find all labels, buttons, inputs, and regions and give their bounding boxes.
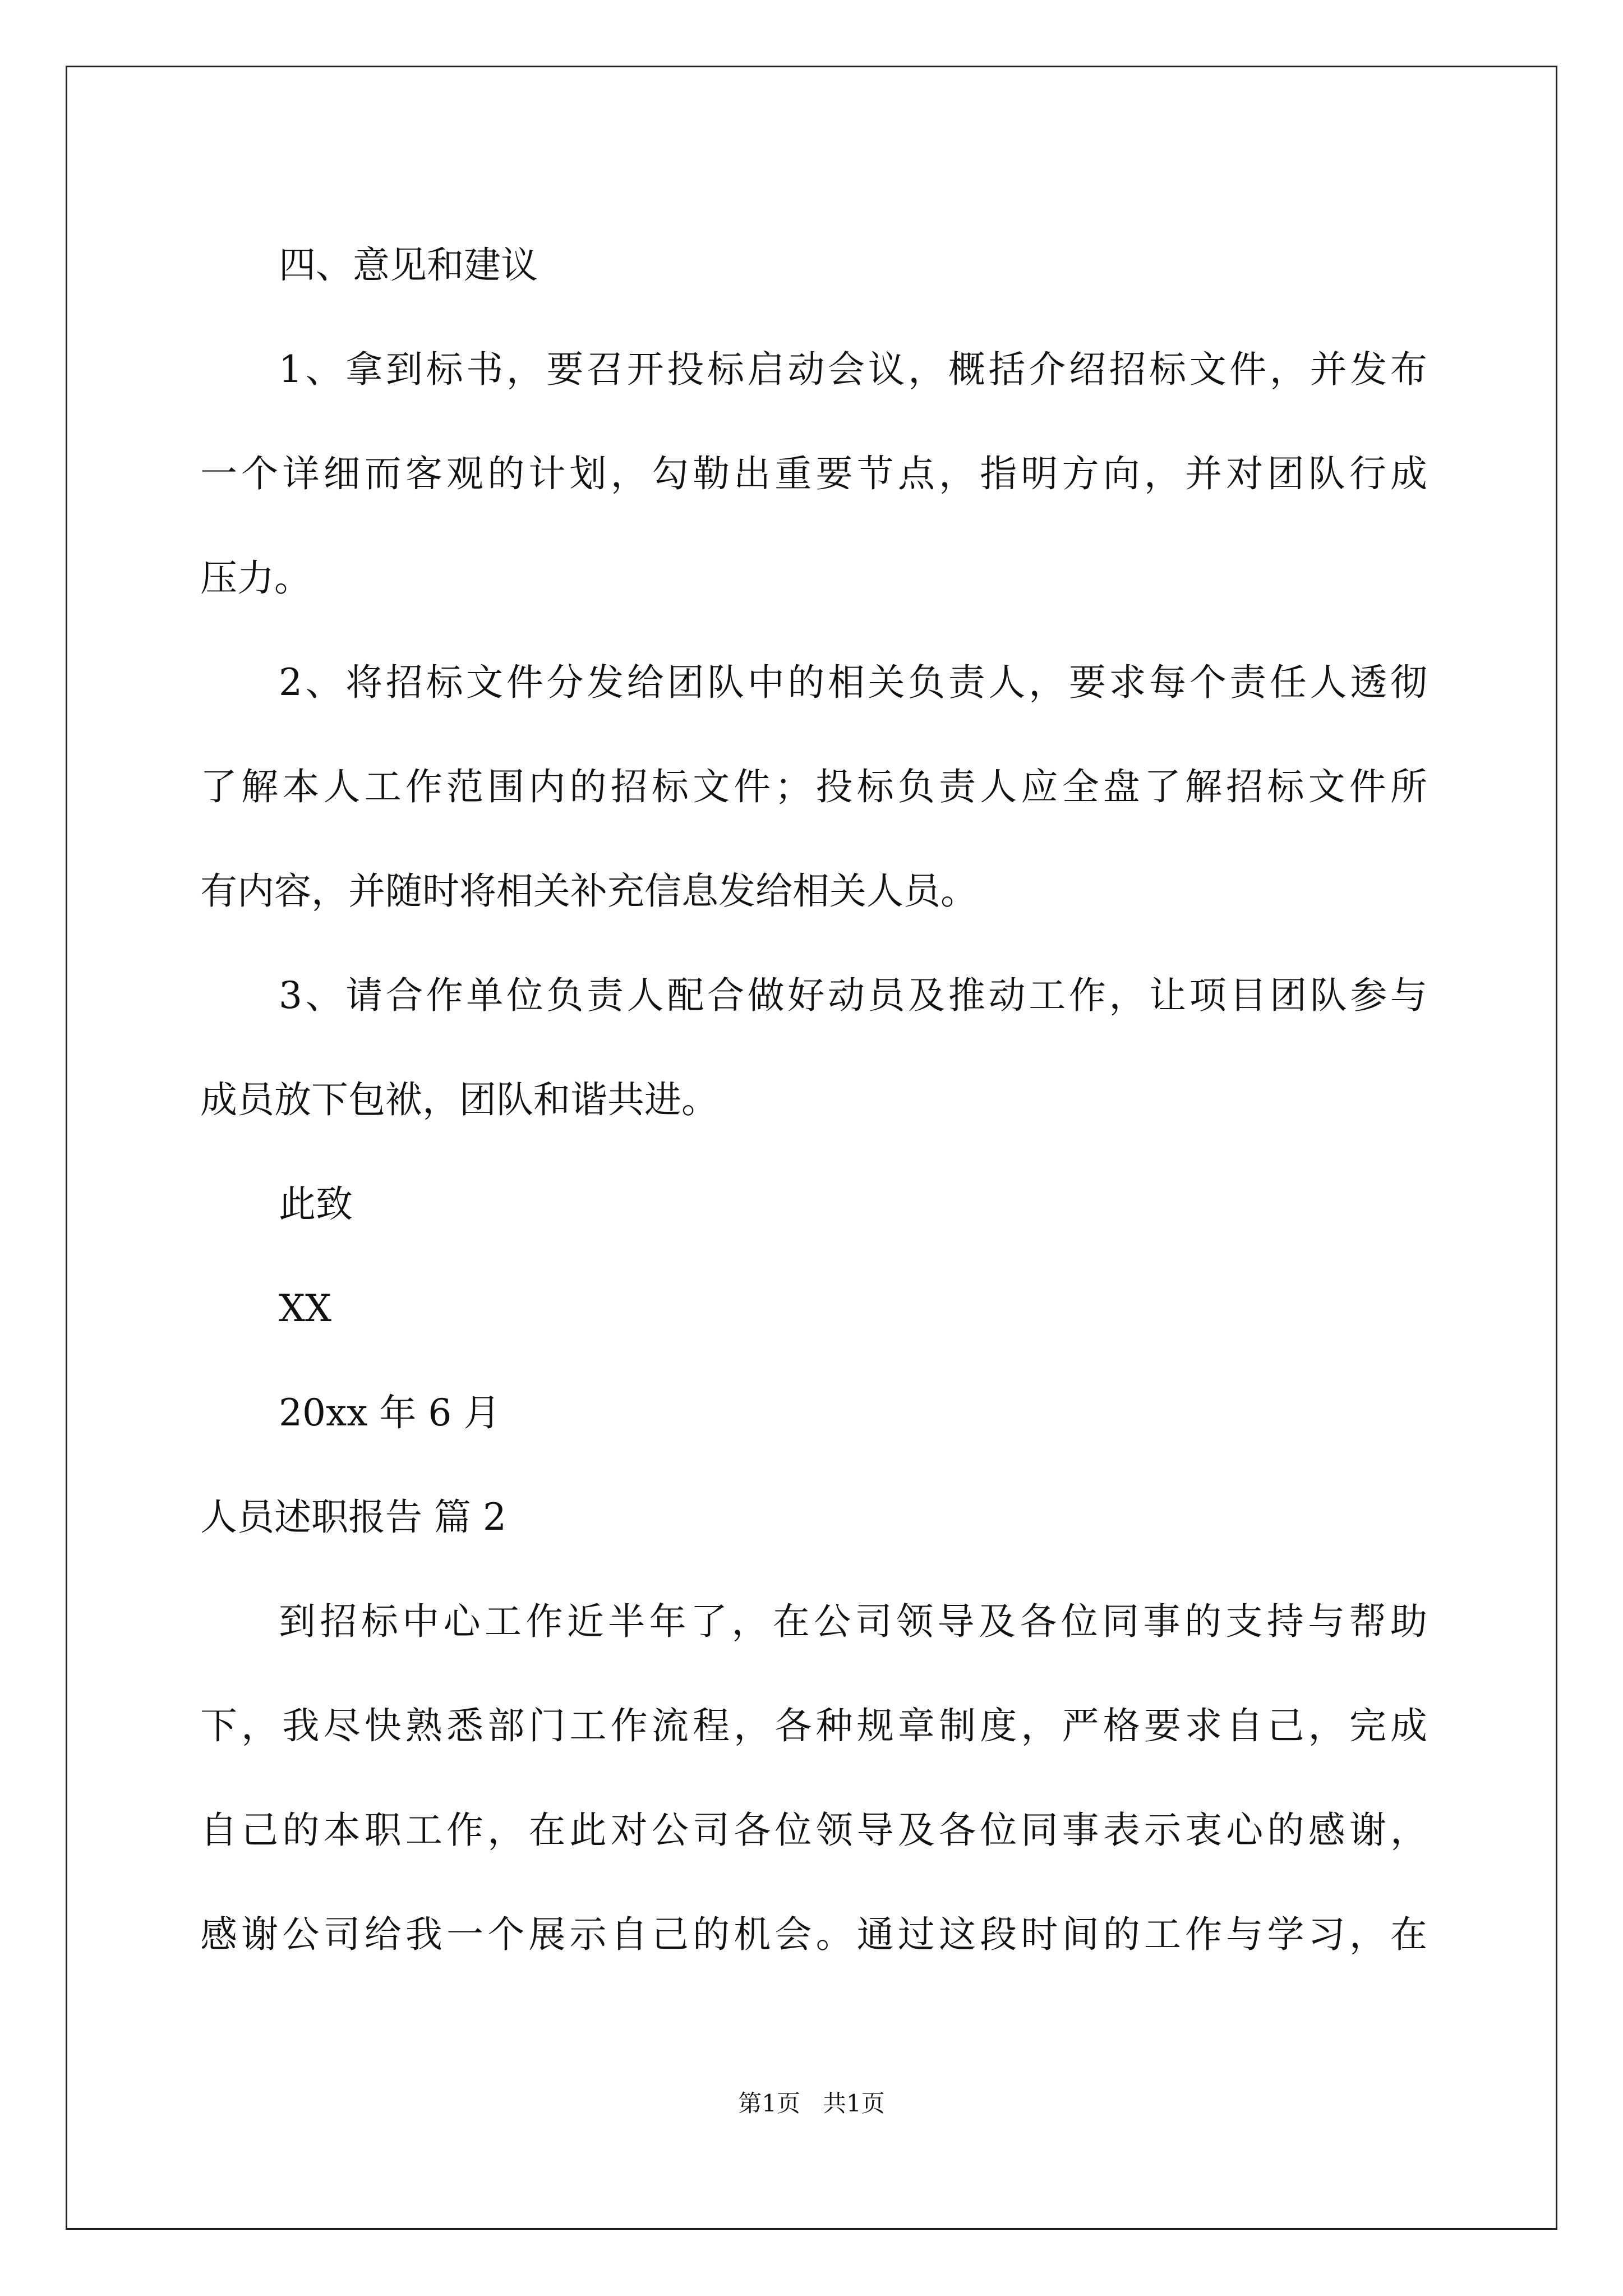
text-line: 下，我尽快熟悉部门工作流程，各种规章制度，严格要求自己，完成 <box>200 1704 1427 1747</box>
text-line: 一个详细而客观的计划，勾勒出重要节点，指明方向，并对团队行成 <box>200 452 1427 495</box>
text-line: 感谢公司给我一个展示自己的机会。通过这段时间的工作与学习，在 <box>200 1913 1427 1956</box>
text-line: 到招标中心工作近半年了，在公司领导及各位同事的支持与帮助 <box>279 1600 1427 1643</box>
page-number: 第1页 <box>738 2090 800 2117</box>
text-line: 20xx 年 6 月 <box>279 1391 501 1434</box>
document-body <box>200 213 1427 1987</box>
text-line: 成员放下包袱，团队和谐共进。 <box>200 1078 718 1121</box>
text-line: 有内容，并随时将相关补充信息发给相关人员。 <box>200 869 978 913</box>
text-line: 压力。 <box>200 556 311 600</box>
text-line: 3、请合作单位负责人配合做好动员及推动工作，让项目团队参与 <box>279 974 1427 1017</box>
page-total: 共1页 <box>823 2090 885 2117</box>
text-line: 1、拿到标书，要召开投标启动会议，概括介绍招标文件，并发布 <box>279 348 1427 391</box>
text-line: 四、意见和建议 <box>279 243 538 287</box>
text-line: 2、将招标文件分发给团队中的相关负责人，要求每个责任人透彻 <box>279 661 1427 704</box>
page-footer <box>0 2087 1623 2120</box>
text-line: 了解本人工作范围内的招标文件；投标负责人应全盘了解招标文件所 <box>200 765 1427 808</box>
text-line: 此致 <box>279 1182 353 1226</box>
text-line: XX <box>279 1287 331 1330</box>
text-line: 自己的本职工作，在此对公司各位领导及各位同事表示衷心的感谢， <box>200 1809 1427 1852</box>
text-line: 人员述职报告 篇 2 <box>200 1496 506 1539</box>
